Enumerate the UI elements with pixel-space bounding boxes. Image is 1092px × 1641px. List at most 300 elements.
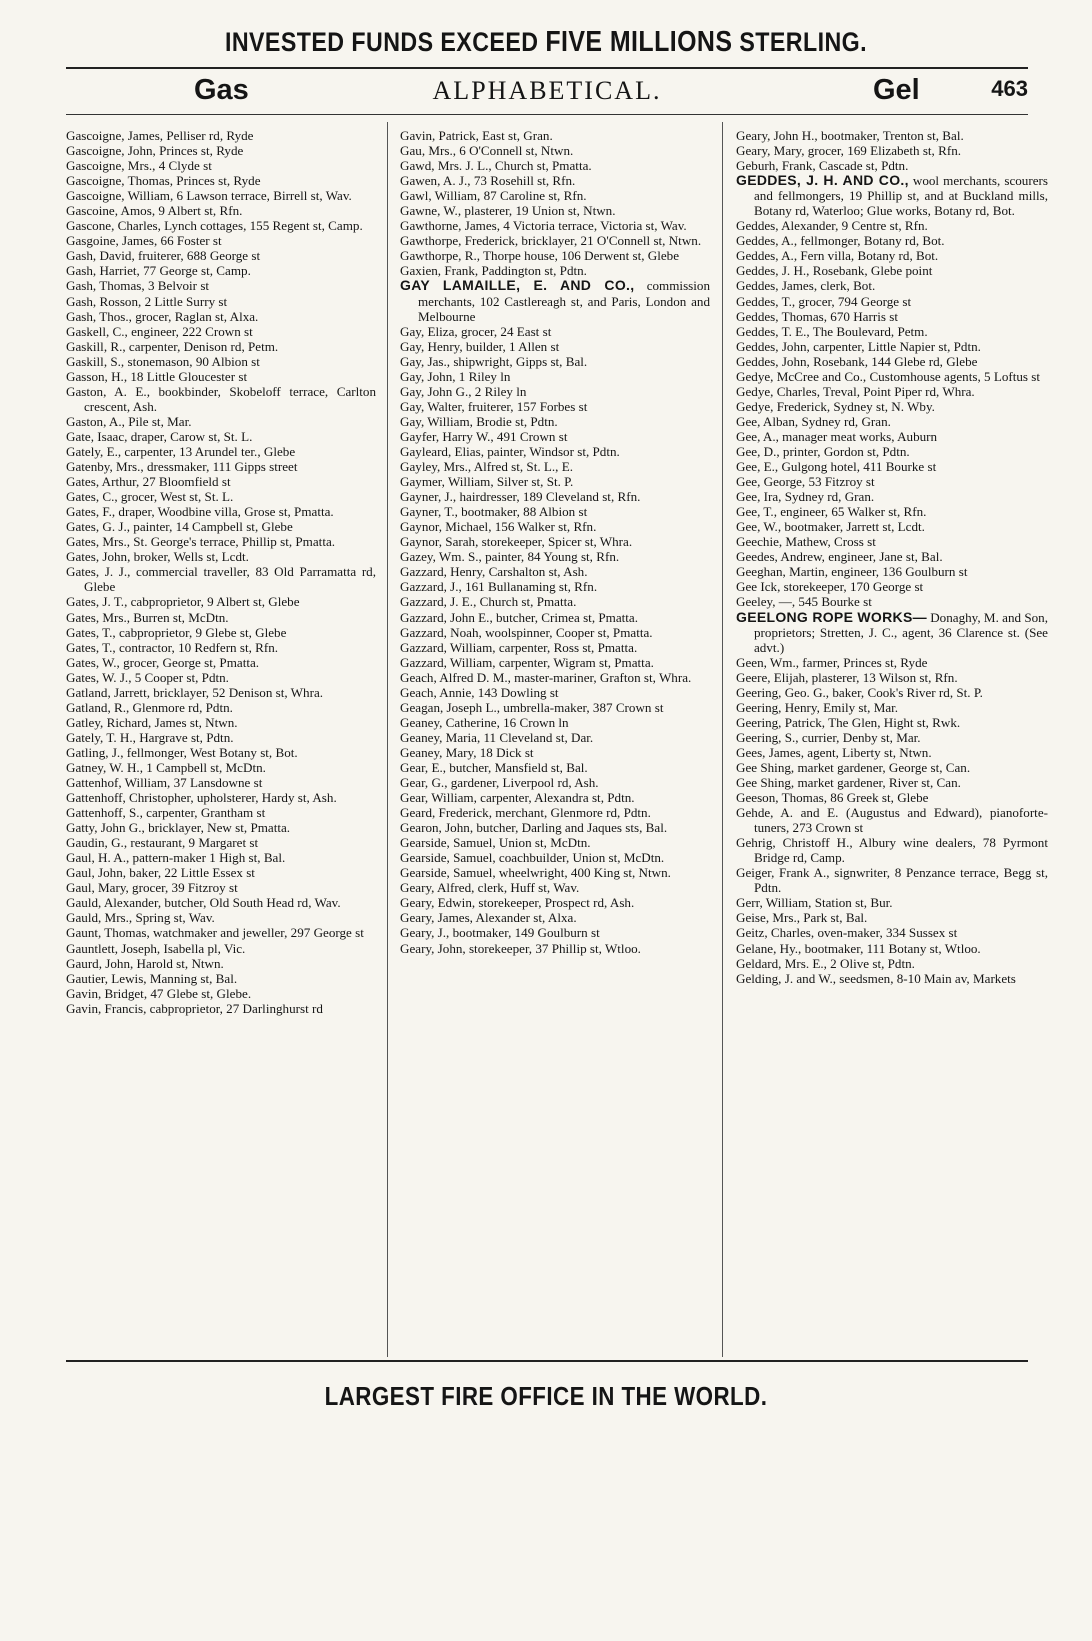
entry-text: Gascoigne, William, 6 Lawson terrace, Birrell st, Wav. [66, 188, 352, 204]
entry-text: Gee, E., Gulgong hotel, 411 Bourke st [736, 459, 937, 475]
directory-entry [400, 549, 710, 564]
entry-text: Gazzard, Henry, Carshalton st, Ash. [400, 564, 588, 580]
entry-text: Geldard, Mrs. E., 2 Olive st, Pdtn. [736, 955, 915, 971]
entry-text: Geddes, Thomas, 670 Harris st [736, 308, 898, 324]
directory-entry [736, 399, 1048, 414]
directory-column-3 [736, 128, 1048, 986]
entry-text: Gascoigne, Mrs., 4 Clyde st [66, 158, 212, 174]
entry-text: Geddes, James, clerk, Bot. [736, 278, 876, 294]
directory-entry [400, 670, 710, 685]
top-rule [66, 67, 1028, 69]
directory-entry [66, 880, 376, 895]
entry-text: Geddes, T., grocer, 794 George st [736, 293, 912, 309]
directory-entry [66, 835, 376, 850]
entry-text: Gaskill, R., carpenter, Denison rd, Petm. [66, 338, 279, 354]
directory-entry [736, 910, 1048, 925]
directory-entry [400, 158, 710, 173]
entry-text: Gate, Isaac, draper, Carow st, St. L. [66, 428, 253, 444]
directory-entry [66, 309, 376, 324]
entry-text: Gash, Thomas, 3 Belvoir st [66, 278, 210, 294]
directory-entry [400, 143, 710, 158]
entry-text: Gee, A., manager meat works, Auburn [736, 428, 938, 444]
entry-text: Gay, Henry, builder, 1 Allen st [400, 338, 560, 354]
entry-text: Geeghan, Martin, engineer, 136 Goulburn st [736, 564, 968, 580]
entry-text: Gazey, Wm. S., painter, 84 Young st, Rfn. [400, 549, 620, 565]
entry-text: Gawd, Mrs. J. L., Church st, Pmatta. [400, 158, 592, 174]
directory-entry [66, 895, 376, 910]
directory-entry [736, 700, 1048, 715]
directory-entry [66, 685, 376, 700]
directory-entry [400, 655, 710, 670]
entry-text: Geach, Annie, 143 Dowling st [400, 684, 559, 700]
entry-text: Geddes, A., Fern villa, Botany rd, Bot. [736, 248, 939, 264]
entry-firm-name: GEELONG ROPE WORKS— [736, 608, 927, 625]
entry-text: Gascoigne, John, Princes st, Ryde [66, 143, 244, 159]
directory-entry [400, 324, 710, 339]
entry-text: Gaxien, Frank, Paddington st, Pdtn. [400, 263, 587, 279]
directory-entry [66, 986, 376, 1001]
directory-entry [400, 504, 710, 519]
entry-text: Gaul, H. A., pattern-maker 1 High st, Bal. [66, 850, 286, 866]
entry-text: Geach, Alfred D. M., master-mariner, Grafton st, Whra. [400, 669, 692, 685]
directory-entry [736, 459, 1048, 474]
entry-text: Gee, Ira, Sydney rd, Gran. [736, 489, 875, 505]
entry-text: Donaghy, M. and Son, proprietors; Stretten, J. C., agent, 36 Clarence st. (See advt.) [754, 609, 1049, 655]
entry-text: Gavin, Patrick, East st, Gran. [400, 128, 553, 143]
directory-entry [736, 534, 1048, 549]
entry-firm-name: GAY LAMAILLE, E. AND CO., [400, 277, 635, 294]
entry-text: Gaunt, Thomas, watchmaker and jeweller, 297 George st [66, 925, 364, 941]
entry-text: Gasson, H., 18 Little Gloucester st [66, 368, 248, 384]
directory-entry [400, 233, 710, 248]
directory-entry [736, 760, 1048, 775]
directory-entry [66, 594, 376, 609]
directory-entry [736, 670, 1048, 685]
directory-entry [736, 685, 1048, 700]
entry-text: Geburh, Frank, Cascade st, Pdtn. [736, 158, 909, 174]
directory-entry [400, 805, 710, 820]
directory-entry [66, 474, 376, 489]
directory-entry [400, 278, 710, 323]
entry-text: Gayleard, Elias, painter, Windsor st, Pdtn. [400, 443, 620, 459]
header-range-start: Gas [194, 74, 249, 106]
entry-text: Geise, Mrs., Park st, Bal. [736, 910, 868, 926]
directory-entry [736, 309, 1048, 324]
entry-text: Gazzard, J., 161 Bullanaming st, Rfn. [400, 579, 598, 595]
entry-text: Gatenby, Mrs., dressmaker, 111 Gipps street [66, 459, 298, 475]
directory-entry [736, 775, 1048, 790]
entry-text: Gay, Eliza, grocer, 24 East st [400, 323, 552, 339]
directory-entry [400, 534, 710, 549]
entry-text: Gedye, Charles, Treval, Point Piper rd, Whra. [736, 383, 975, 399]
directory-entry [400, 474, 710, 489]
entry-text: Gaynor, Michael, 156 Walker st, Rfn. [400, 519, 597, 535]
entry-text: Geary, James, Alexander st, Alxa. [400, 910, 577, 926]
directory-entry [66, 850, 376, 865]
directory-entry [400, 880, 710, 895]
entry-text: Geard, Frederick, merchant, Glenmore rd, Pdtn. [400, 805, 651, 821]
directory-entry [400, 564, 710, 579]
entry-text: Geary, John H., bootmaker, Trenton st, Bal. [736, 128, 964, 143]
entry-text: Gawne, W., plasterer, 19 Union st, Ntwn. [400, 203, 616, 219]
directory-entry [66, 775, 376, 790]
entry-text: Geering, S., currier, Denby st, Mar. [736, 729, 921, 745]
entry-text: Gelane, Hy., bootmaker, 111 Botany st, Wtloo. [736, 940, 981, 956]
directory-entry [400, 865, 710, 880]
directory-entry [66, 233, 376, 248]
directory-entry [736, 384, 1048, 399]
directory-entry [66, 745, 376, 760]
directory-entry [66, 790, 376, 805]
entry-text: wool merchants, scourers and fellmongers, 19 Phillip st, and at Buckland mills, Botany rd, Waterloo; Glue works, Botany rd, Bot. [754, 173, 1048, 219]
entry-text: Gates, G. J., painter, 14 Campbell st, Glebe [66, 519, 293, 535]
entry-text: Gaston, A., Pile st, Mar. [66, 413, 192, 429]
directory-entry [736, 354, 1048, 369]
entry-text: Gatland, R., Glenmore rd, Pdtn. [66, 699, 233, 715]
entry-text: Gaul, John, baker, 22 Little Essex st [66, 865, 255, 881]
directory-entry [400, 354, 710, 369]
directory-entry [400, 715, 710, 730]
directory-entry [400, 519, 710, 534]
directory-entry [66, 188, 376, 203]
page-header [66, 74, 1028, 110]
entry-text: Gay, John G., 2 Riley ln [400, 383, 527, 399]
entry-text: Gee, George, 53 Fitzroy st [736, 474, 875, 490]
entry-text: Gates, Mrs., St. George's terrace, Phillip st, Pmatta. [66, 534, 336, 550]
column-divider [722, 122, 723, 1357]
entry-text: Gawthorpe, Frederick, bricklayer, 21 O'Connell st, Ntwn. [400, 233, 702, 249]
entry-text: Geaney, Maria, 11 Cleveland st, Dar. [400, 729, 594, 745]
entry-text: Gates, T., contractor, 10 Redfern st, Rfn. [66, 639, 279, 655]
entry-text: Gascoine, Amos, 9 Albert st, Rfn. [66, 203, 243, 219]
entry-text: Geddes, T. E., The Boulevard, Petm. [736, 323, 928, 339]
directory-entry [66, 640, 376, 655]
directory-entry [66, 459, 376, 474]
directory-entry [736, 474, 1048, 489]
directory-entry [400, 925, 710, 940]
directory-entry [736, 339, 1048, 354]
directory-entry [400, 384, 710, 399]
directory-entry [736, 414, 1048, 429]
directory-entry [66, 910, 376, 925]
directory-entry [66, 549, 376, 564]
entry-text: Geary, J., bootmaker, 149 Goulburn st [400, 925, 600, 941]
directory-entry [66, 625, 376, 640]
entry-text: Geary, Alfred, clerk, Huff st, Wav. [400, 880, 580, 896]
entry-text: Gavin, Francis, cabproprietor, 27 Darlinghurst rd [66, 1000, 323, 1016]
directory-entry [736, 233, 1048, 248]
entry-text: Gerr, William, Station st, Bur. [736, 895, 893, 911]
entry-text: Gay, John, 1 Riley ln [400, 368, 511, 384]
entry-text: Gauld, Alexander, butcher, Old South Head rd, Wav. [66, 895, 341, 911]
entry-text: Gee Shing, market gardener, River st, Can. [736, 775, 961, 791]
directory-entry [736, 369, 1048, 384]
directory-entry [66, 339, 376, 354]
directory-entry [736, 429, 1048, 444]
entry-text: Gazzard, Noah, woolspinner, Cooper st, Pmatta. [400, 624, 653, 640]
entry-text: Gawthorpe, R., Thorpe house, 106 Derwent st, Glebe [400, 248, 680, 264]
directory-entry [400, 895, 710, 910]
directory-entry [736, 941, 1048, 956]
entry-text: Gay, Jas., shipwright, Gipps st, Bal. [400, 353, 588, 369]
entry-text: Gear, G., gardener, Liverpool rd, Ash. [400, 775, 599, 791]
directory-entry [736, 278, 1048, 293]
entry-text: Geering, Patrick, The Glen, Hight st, Rwk. [736, 714, 961, 730]
entry-text: Gehde, A. and E. (Augustus and Edward), pianoforte-tuners, 273 Crown st [736, 805, 1048, 836]
entry-text: Gearside, Samuel, coachbuilder, Union st, McDtn. [400, 850, 665, 866]
directory-entry [66, 865, 376, 880]
directory-entry [66, 429, 376, 444]
directory-entry [66, 248, 376, 263]
directory-entry [736, 489, 1048, 504]
directory-entry [736, 715, 1048, 730]
directory-entry [400, 188, 710, 203]
directory-entry [400, 369, 710, 384]
directory-entry [736, 579, 1048, 594]
entry-text: Gasgoine, James, 66 Foster st [66, 233, 222, 249]
directory-entry [736, 790, 1048, 805]
entry-text: Gaskell, C., engineer, 222 Crown st [66, 323, 253, 339]
directory-entry [400, 263, 710, 278]
directory-entry [400, 625, 710, 640]
entry-text: Gawthorne, James, 4 Victoria terrace, Victoria st, Wav. [400, 218, 687, 234]
entry-text: Gates, John, broker, Wells st, Lcdt. [66, 549, 249, 565]
entry-text: Gates, W., grocer, George st, Pmatta. [66, 654, 260, 670]
directory-entry [400, 760, 710, 775]
entry-text: Gavin, Bridget, 47 Glebe st, Glebe. [66, 985, 252, 1001]
entry-text: Geiger, Frank A., signwriter, 8 Penzance terrace, Begg st, Pdtn. [736, 865, 1048, 896]
directory-entry [400, 218, 710, 233]
directory-entry [400, 790, 710, 805]
directory-entry [400, 685, 710, 700]
directory-entry [736, 895, 1048, 910]
directory-entry [736, 128, 1048, 143]
entry-text: Gash, Rosson, 2 Little Surry st [66, 293, 228, 309]
directory-entry [400, 429, 710, 444]
directory-entry [66, 173, 376, 188]
top-advert-banner [76, 26, 1015, 59]
entry-text: Gearon, John, butcher, Darling and Jaques sts, Bal. [400, 820, 668, 836]
directory-column-2 [400, 128, 710, 956]
entry-text: Gee, Alban, Sydney rd, Gran. [736, 413, 891, 429]
entry-text: Gash, Harriet, 77 George st, Camp. [66, 263, 251, 279]
entry-text: Gaskill, S., stonemason, 90 Albion st [66, 353, 260, 369]
directory-entry [736, 504, 1048, 519]
directory-entry [400, 835, 710, 850]
entry-text: Gau, Mrs., 6 O'Connell st, Ntwn. [400, 143, 574, 159]
entry-text: Gay, William, Brodie st, Pdtn. [400, 413, 558, 429]
entry-text: Gates, J. T., cabproprietor, 9 Albert st, Glebe [66, 594, 300, 610]
directory-entry [66, 369, 376, 384]
directory-entry [66, 670, 376, 685]
directory-entry [736, 218, 1048, 233]
entry-text: Gatling, J., fellmonger, West Botany st, Bot. [66, 744, 298, 760]
directory-entry [736, 248, 1048, 263]
entry-text: Gearside, Samuel, wheelwright, 400 King st, Ntwn. [400, 865, 671, 881]
directory-entry [66, 564, 376, 594]
entry-text: commission merchants, 102 Castlereagh st, and Paris, London and Melbourne [418, 278, 710, 324]
entry-text: Gash, Thos., grocer, Raglan st, Alxa. [66, 308, 259, 324]
entry-text: Gelding, J. and W., seedsmen, 8-10 Main av, Markets [736, 970, 1016, 986]
directory-entry [66, 534, 376, 549]
entry-text: Gash, David, fruiterer, 688 George st [66, 248, 261, 264]
directory-entry [400, 820, 710, 835]
directory-entry [66, 925, 376, 940]
directory-entry [66, 143, 376, 158]
bottom-advert-banner: LARGEST FIRE OFFICE IN THE WORLD. [324, 1381, 768, 1411]
entry-text: Gatney, W. H., 1 Campbell st, McDtn. [66, 759, 266, 775]
directory-entry [736, 956, 1048, 971]
directory-entry [66, 805, 376, 820]
directory-entry [400, 339, 710, 354]
directory-entry [736, 655, 1048, 670]
top-banner-suffix: STERLING. [732, 27, 868, 57]
entry-text: Gayner, T., bootmaker, 88 Albion st [400, 504, 588, 520]
entry-text: Gee, T., engineer, 65 Walker st, Rfn. [736, 504, 927, 520]
directory-entry [66, 655, 376, 670]
entry-text: Gedye, Frederick, Sydney st, N. Wby. [736, 398, 935, 414]
directory-entry [66, 203, 376, 218]
directory-entry [66, 354, 376, 369]
directory-entry [400, 489, 710, 504]
directory-entry [66, 519, 376, 534]
entry-text: Geary, Edwin, storekeeper, Prospect rd, Ash. [400, 895, 635, 911]
entry-text: Geddes, John, Rosebank, 144 Glebe rd, Glebe [736, 353, 978, 369]
directory-entry [736, 294, 1048, 309]
entry-text: Gazzard, John E., butcher, Crimea st, Pmatta. [400, 609, 639, 625]
directory-entry [400, 248, 710, 263]
directory-entry [400, 775, 710, 790]
directory-entry [736, 444, 1048, 459]
directory-entry [66, 700, 376, 715]
entry-text: Gauntlett, Joseph, Isabella pl, Vic. [66, 940, 246, 956]
entry-text: Gee, W., bootmaker, Jarrett st, Lcdt. [736, 519, 925, 535]
entry-text: Gayley, Mrs., Alfred st, St. L., E. [400, 459, 573, 475]
directory-entry [400, 610, 710, 625]
directory-entry [66, 158, 376, 173]
entry-text: Gear, William, carpenter, Alexandra st, Pdtn. [400, 790, 635, 806]
entry-text: Gayfer, Harry W., 491 Crown st [400, 428, 568, 444]
directory-entry [400, 399, 710, 414]
directory-entry [66, 489, 376, 504]
directory-entry [66, 324, 376, 339]
directory-entry [400, 459, 710, 474]
entry-text: Gazzard, J. E., Church st, Pmatta. [400, 594, 577, 610]
entry-text: Geddes, A., fellmonger, Botany rd, Bot. [736, 233, 945, 249]
directory-entry [400, 745, 710, 760]
entry-text: Gee Ick, storekeeper, 170 George st [736, 579, 924, 595]
entry-text: Gascone, Charles, Lynch cottages, 155 Regent st, Camp. [66, 218, 363, 234]
top-banner-prefix: INVESTED FUNDS EXCEED [224, 27, 546, 57]
entry-text: Gauld, Mrs., Spring st, Wav. [66, 910, 215, 926]
directory-entry [400, 128, 710, 143]
directory-entry [66, 1001, 376, 1016]
entry-text: Gascoigne, James, Pelliser rd, Ryde [66, 128, 254, 143]
entry-firm-name: GEDDES, J. H. AND CO., [736, 172, 909, 189]
directory-entry [736, 143, 1048, 158]
directory-entry [736, 519, 1048, 534]
entry-text: Gehrig, Christoff H., Albury wine dealers, 78 Pyrmont Bridge rd, Camp. [736, 835, 1048, 866]
entry-text: Gay, Walter, fruiterer, 157 Forbes st [400, 398, 588, 414]
directory-entry [66, 730, 376, 745]
directory-entry [66, 504, 376, 519]
entry-text: Gaston, A. E., bookbinder, Skobeloff terrace, Carlton crescent, Ash. [66, 383, 376, 414]
top-banner-strong: FIVE MILLIONS [545, 26, 733, 58]
directory-entry [400, 730, 710, 745]
entry-text: Geary, Mary, grocer, 169 Elizabeth st, Rfn. [736, 143, 962, 159]
entry-text: Gates, Mrs., Burren st, McDtn. [66, 609, 229, 625]
directory-entry [66, 820, 376, 835]
directory-entry [66, 941, 376, 956]
entry-text: Geaney, Catherine, 16 Crown ln [400, 714, 569, 730]
directory-entry [736, 173, 1048, 218]
page-number: 463 [991, 76, 1028, 101]
entry-text: Gattenhof, William, 37 Lansdowne st [66, 775, 263, 791]
entry-text: Geering, Geo. G., baker, Cook's River rd, St. P. [736, 684, 983, 700]
directory-entry [66, 956, 376, 971]
directory-entry [736, 324, 1048, 339]
entry-text: Geere, Elijah, plasterer, 13 Wilson st, Rfn. [736, 669, 958, 685]
entry-text: Geddes, Alexander, 9 Centre st, Rfn. [736, 218, 928, 234]
header-range-end: Gel [873, 74, 920, 106]
entry-text: Gattenhoff, S., carpenter, Grantham st [66, 805, 266, 821]
directory-entry [66, 610, 376, 625]
entry-text: Gascoigne, Thomas, Princes st, Ryde [66, 173, 261, 189]
directory-entry [736, 549, 1048, 564]
entry-text: Gedye, McCree and Co., Customhouse agents, 5 Loftus st [736, 368, 1041, 384]
entry-text: Gates, T., cabproprietor, 9 Glebe st, Glebe [66, 624, 287, 640]
entry-text: Gatley, Richard, James st, Ntwn. [66, 714, 238, 730]
directory-entry [736, 158, 1048, 173]
entry-text: Gatty, John G., bricklayer, New st, Pmatta. [66, 820, 291, 836]
directory-entry [400, 203, 710, 218]
directory-entry [736, 745, 1048, 760]
entry-text: Gates, Arthur, 27 Bloomfield st [66, 474, 231, 490]
directory-entry [400, 941, 710, 956]
directory-entry [736, 835, 1048, 865]
entry-text: Gear, E., butcher, Mansfield st, Bal. [400, 759, 588, 775]
entry-text: Gattenhoff, Christopher, upholsterer, Hardy st, Ash. [66, 790, 337, 806]
entry-text: Gawen, A. J., 73 Rosehill st, Rfn. [400, 173, 576, 189]
directory-entry [400, 910, 710, 925]
entry-text: Gatland, Jarrett, bricklayer, 52 Denison st, Whra. [66, 684, 324, 700]
entry-text: Gaul, Mary, grocer, 39 Fitzroy st [66, 880, 238, 896]
directory-entry [736, 971, 1048, 986]
entry-text: Gates, C., grocer, West st, St. L. [66, 489, 234, 505]
entry-text: Geagan, Joseph L., umbrella-maker, 387 Crown st [400, 699, 664, 715]
entry-text: Geen, Wm., farmer, Princes st, Ryde [736, 654, 928, 670]
header-rule [66, 114, 1028, 115]
entry-text: Gee Shing, market gardener, George st, Can. [736, 759, 971, 775]
entry-text: Gates, W. J., 5 Cooper st, Pdtn. [66, 669, 229, 685]
bottom-rule [66, 1360, 1028, 1362]
entry-text: Geary, John, storekeeper, 37 Phillip st, Wtloo. [400, 940, 641, 956]
directory-entry [400, 414, 710, 429]
directory-entry [736, 805, 1048, 835]
entry-text: Gazzard, William, carpenter, Wigram st, Pmatta. [400, 654, 654, 670]
entry-text: Geaney, Mary, 18 Dick st [400, 744, 534, 760]
directory-entry [400, 594, 710, 609]
entry-text: Gee, D., printer, Gordon st, Pdtn. [736, 443, 910, 459]
directory-entry [66, 414, 376, 429]
entry-text: Geedes, Andrew, engineer, Jane st, Bal. [736, 549, 943, 565]
directory-entry [66, 218, 376, 233]
directory-entry [736, 925, 1048, 940]
directory-entry [400, 700, 710, 715]
directory-entry [400, 444, 710, 459]
directory-entry [66, 294, 376, 309]
directory-entry [66, 971, 376, 986]
